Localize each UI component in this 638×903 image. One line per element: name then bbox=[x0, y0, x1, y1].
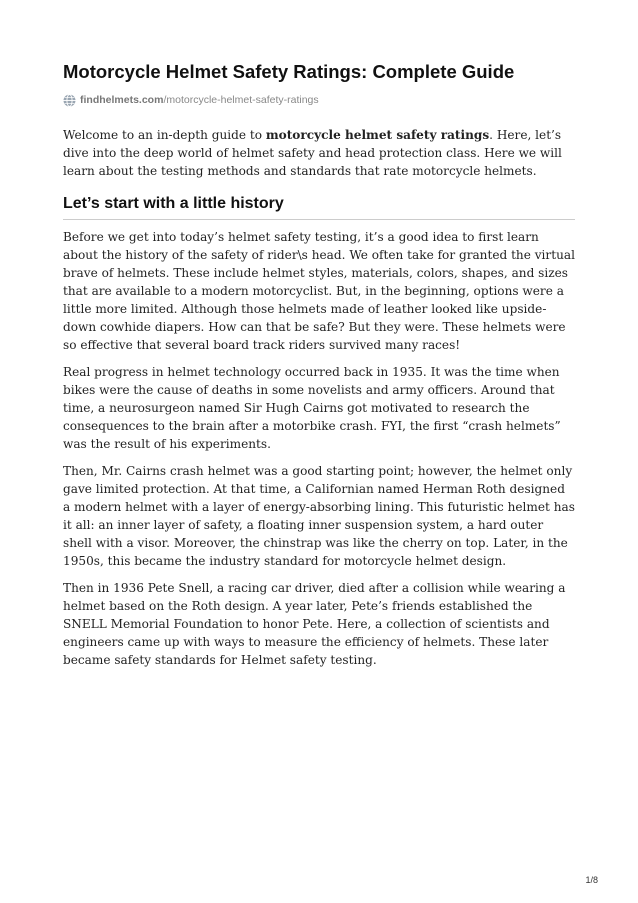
intro-text-end: . Here, let’s dive into the deep world of helmet safety and head protection class. Here we will learn about the testing methods and standards that rate motorcycle helmets. bbox=[63, 128, 562, 178]
page-indicator: 1/8 bbox=[585, 875, 598, 885]
body-paragraph: Real progress in helmet technology occurred back in 1935. It was the time when bikes were the cause of deaths in some novelists and army officers. Around that time, a neurosurgeon named Sir Hugh Cairns got motivated to research the consequences to the brain after a motorbike crash. FYI, the first “crash helmets” was the result of his experiments. bbox=[63, 365, 561, 451]
article-body bbox=[63, 126, 575, 678]
intro-text-start: Welcome to an in-depth guide to bbox=[63, 128, 266, 142]
body-paragraph: Then, Mr. Cairns crash helmet was a good starting point; however, the helmet only gave limited protection. At that time, a Californian named Herman Roth designed a modern helmet with a layer of energy-absorbing lining. This futuristic helmet has it all: an inner layer of safety, a floating inner suspension system, a hard outer shell with a visor. Moreover, the chinstrap was like the cherry on top. Later, in the 1950s, this became the industry standard for motorcycle helmet design. bbox=[63, 464, 575, 568]
body-paragraph: Then in 1936 Pete Snell, a racing car driver, died after a collision while wearing a helmet based on the Roth design. A year later, Pete’s friends established the SNELL Memorial Foundation to honor Pete. Here, a collection of scientists and engineers came up with ways to measure the efficiency of helmets. These later became safety standards for Helmet safety testing. bbox=[63, 581, 566, 667]
body-paragraph: Before we get into today’s helmet safety testing, it’s a good idea to first learn about the history of the safety of rider\s head. We often take for granted the virtual brave of helmets. These include helmet styles, materials, colors, shapes, and sizes that are available to a modern motorcyclist. But, in the beginning, options were a little more limited. Although those helmets made of leather looked like upside-down cowhide diapers. How can that be safe? But they were. These helmets were so effective that several board track riders survived many races! bbox=[63, 230, 575, 352]
source-path: /motorcycle-helmet-safety-ratings bbox=[163, 94, 319, 106]
globe-icon bbox=[63, 94, 76, 107]
section-heading: Let’s start with a little history bbox=[63, 194, 575, 220]
intro-paragraph bbox=[63, 126, 575, 180]
intro-keyword: motorcycle helmet safety ratings bbox=[265, 128, 490, 142]
source-domain: findhelmets.com bbox=[80, 94, 164, 106]
source-link[interactable] bbox=[63, 92, 319, 108]
page-title: Motorcycle Helmet Safety Ratings: Complete Guide bbox=[63, 61, 515, 82]
